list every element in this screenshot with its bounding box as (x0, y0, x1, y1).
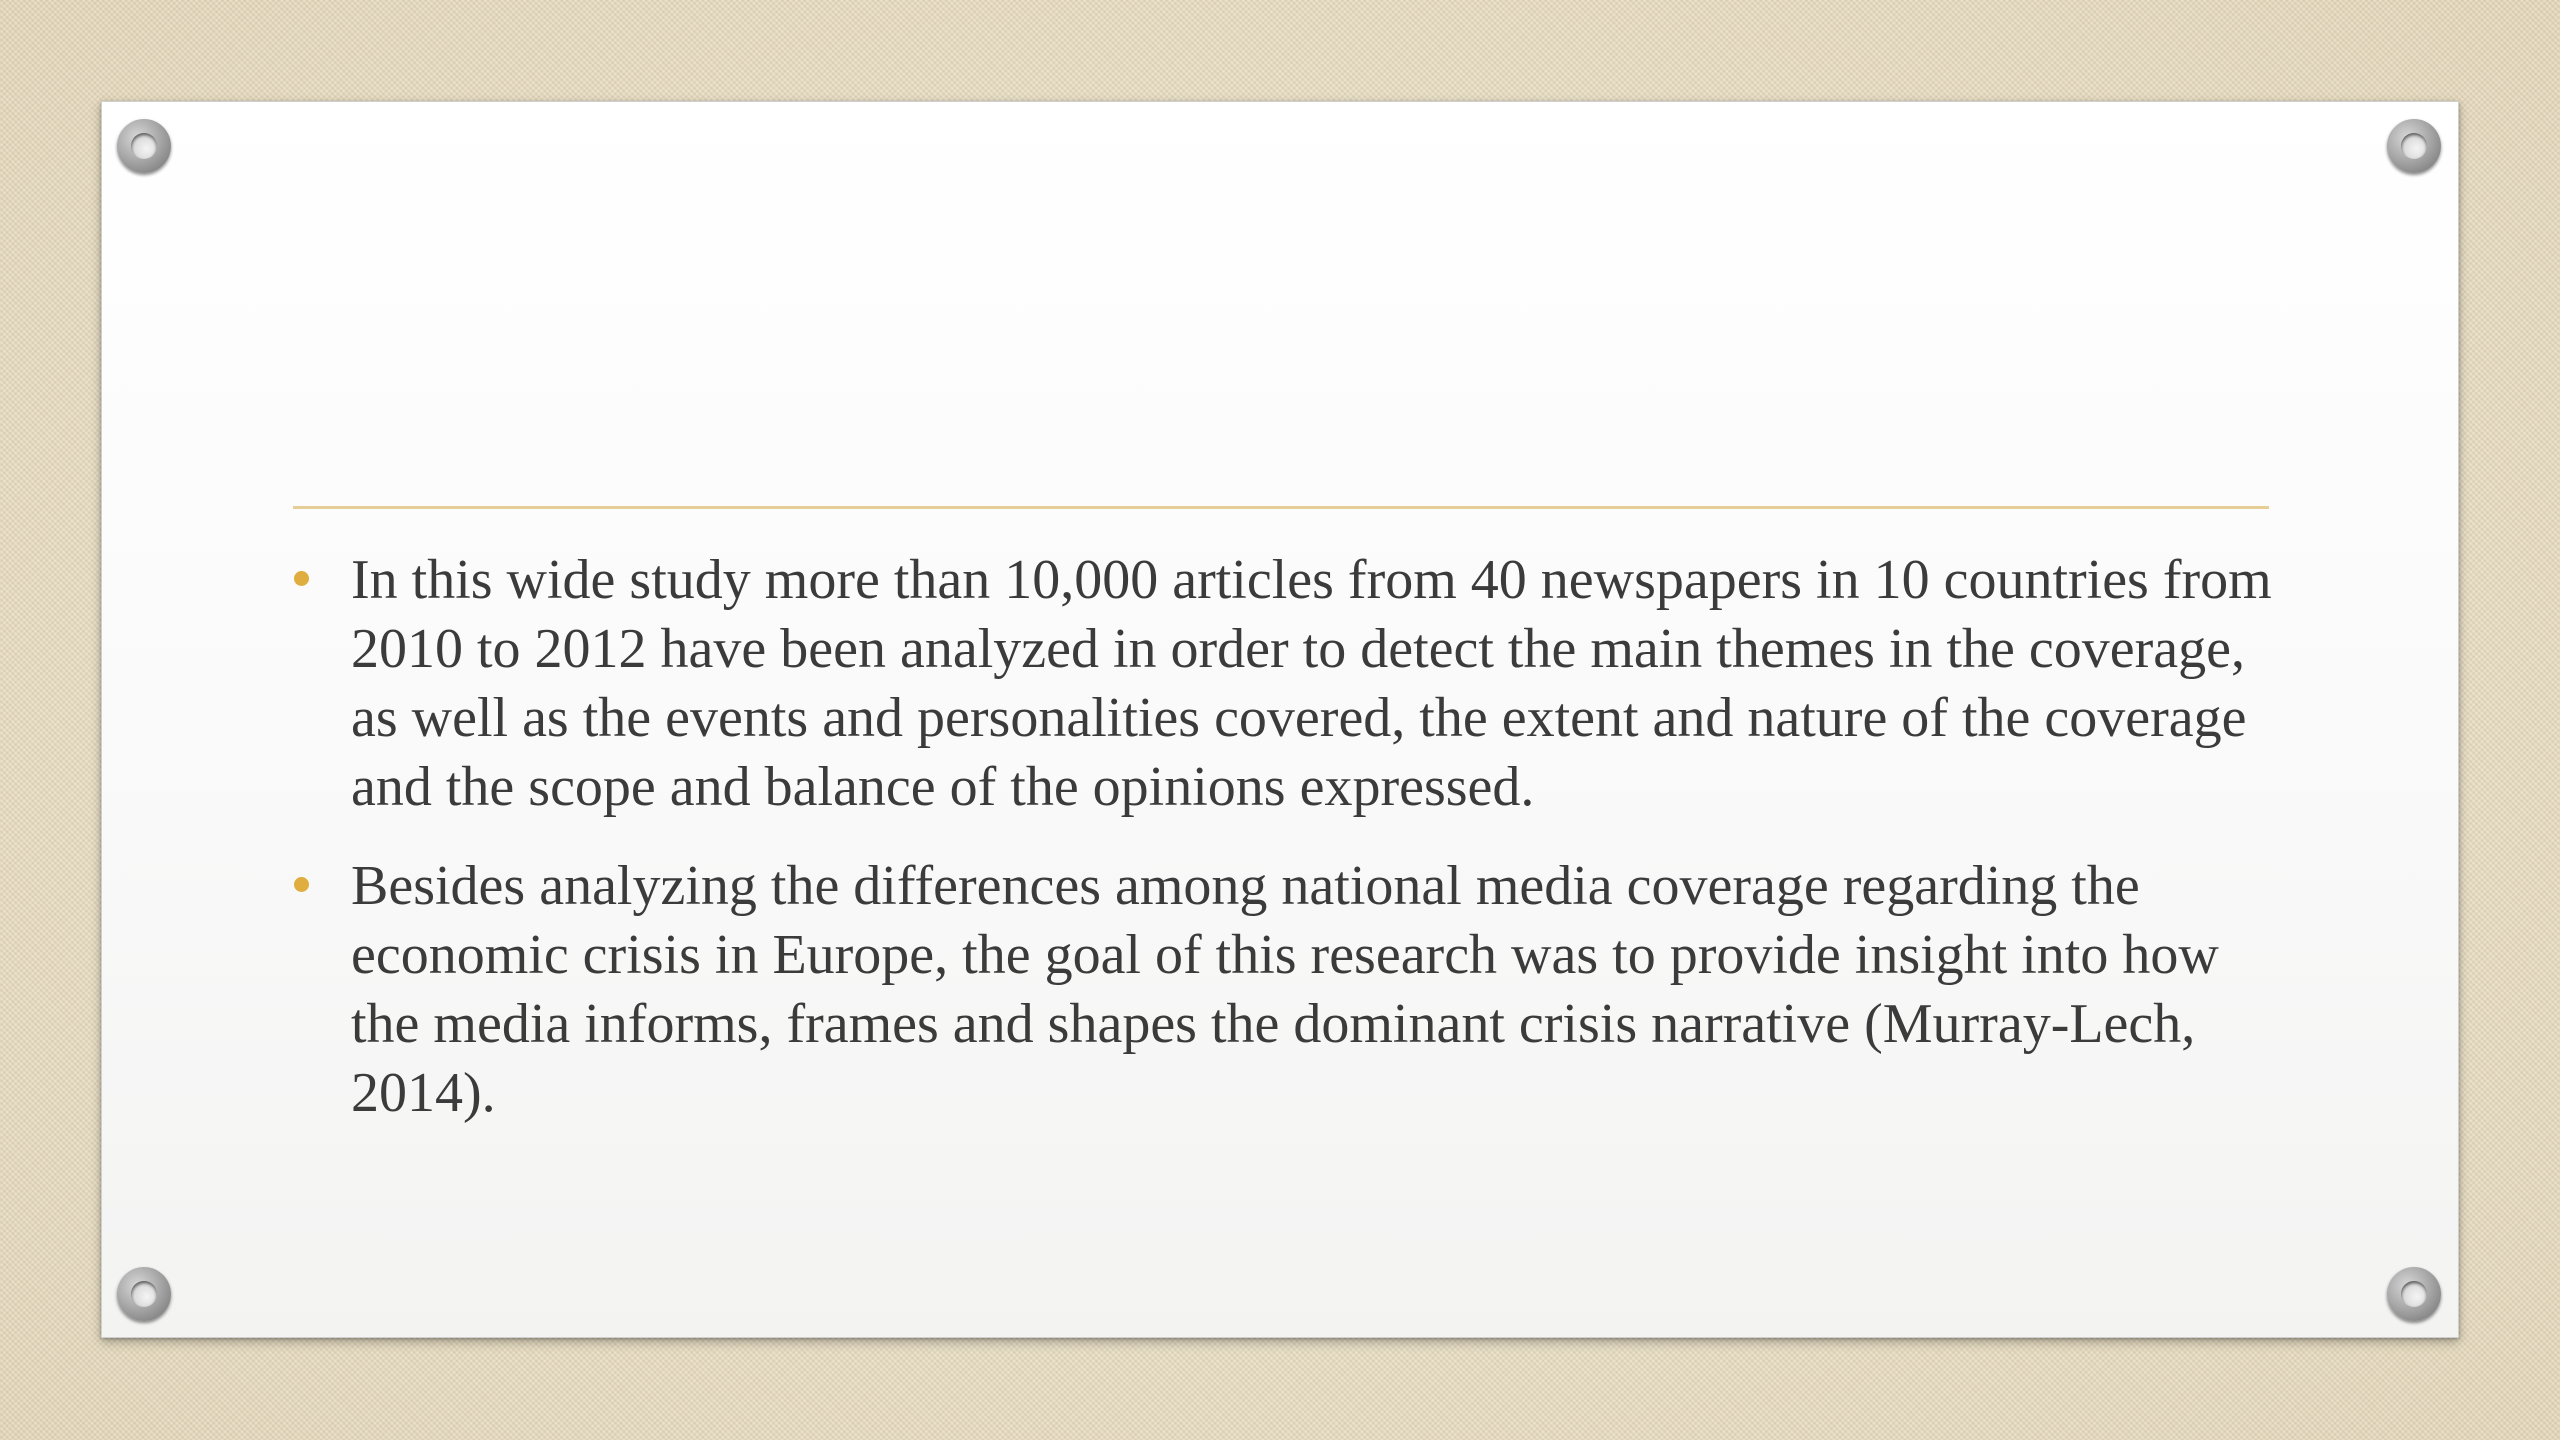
bullet-text: Besides analyzing the differences among national media coverage regarding the economic crisis in Europe, the goal of this research was to provide insight into how the media informs, frames and shapes the dominant crisis narrative (Murray-Lech, 2014). (351, 855, 2219, 1124)
bullet-text: In this wide study more than 10,000 articles from 40 newspapers in 10 countries from 2010 to 2012 have been analyzed in order to detect the main themes in the coverage, as well as the events and personalities covered, the extent and nature of the coverage and the scope and balance of the opinions expressed. (351, 549, 2272, 818)
bullet-item (290, 546, 2280, 822)
bullet-dot-icon (294, 571, 309, 586)
slide-body (290, 546, 2280, 1158)
bullet-list (290, 546, 2280, 1128)
bullet-item (290, 852, 2280, 1128)
grommet-bottom-right-icon (2387, 1267, 2441, 1321)
title-divider (293, 506, 2269, 509)
grommet-top-right-icon (2387, 119, 2441, 173)
grommet-top-left-icon (117, 119, 171, 173)
bullet-dot-icon (294, 877, 309, 892)
grommet-bottom-left-icon (117, 1267, 171, 1321)
